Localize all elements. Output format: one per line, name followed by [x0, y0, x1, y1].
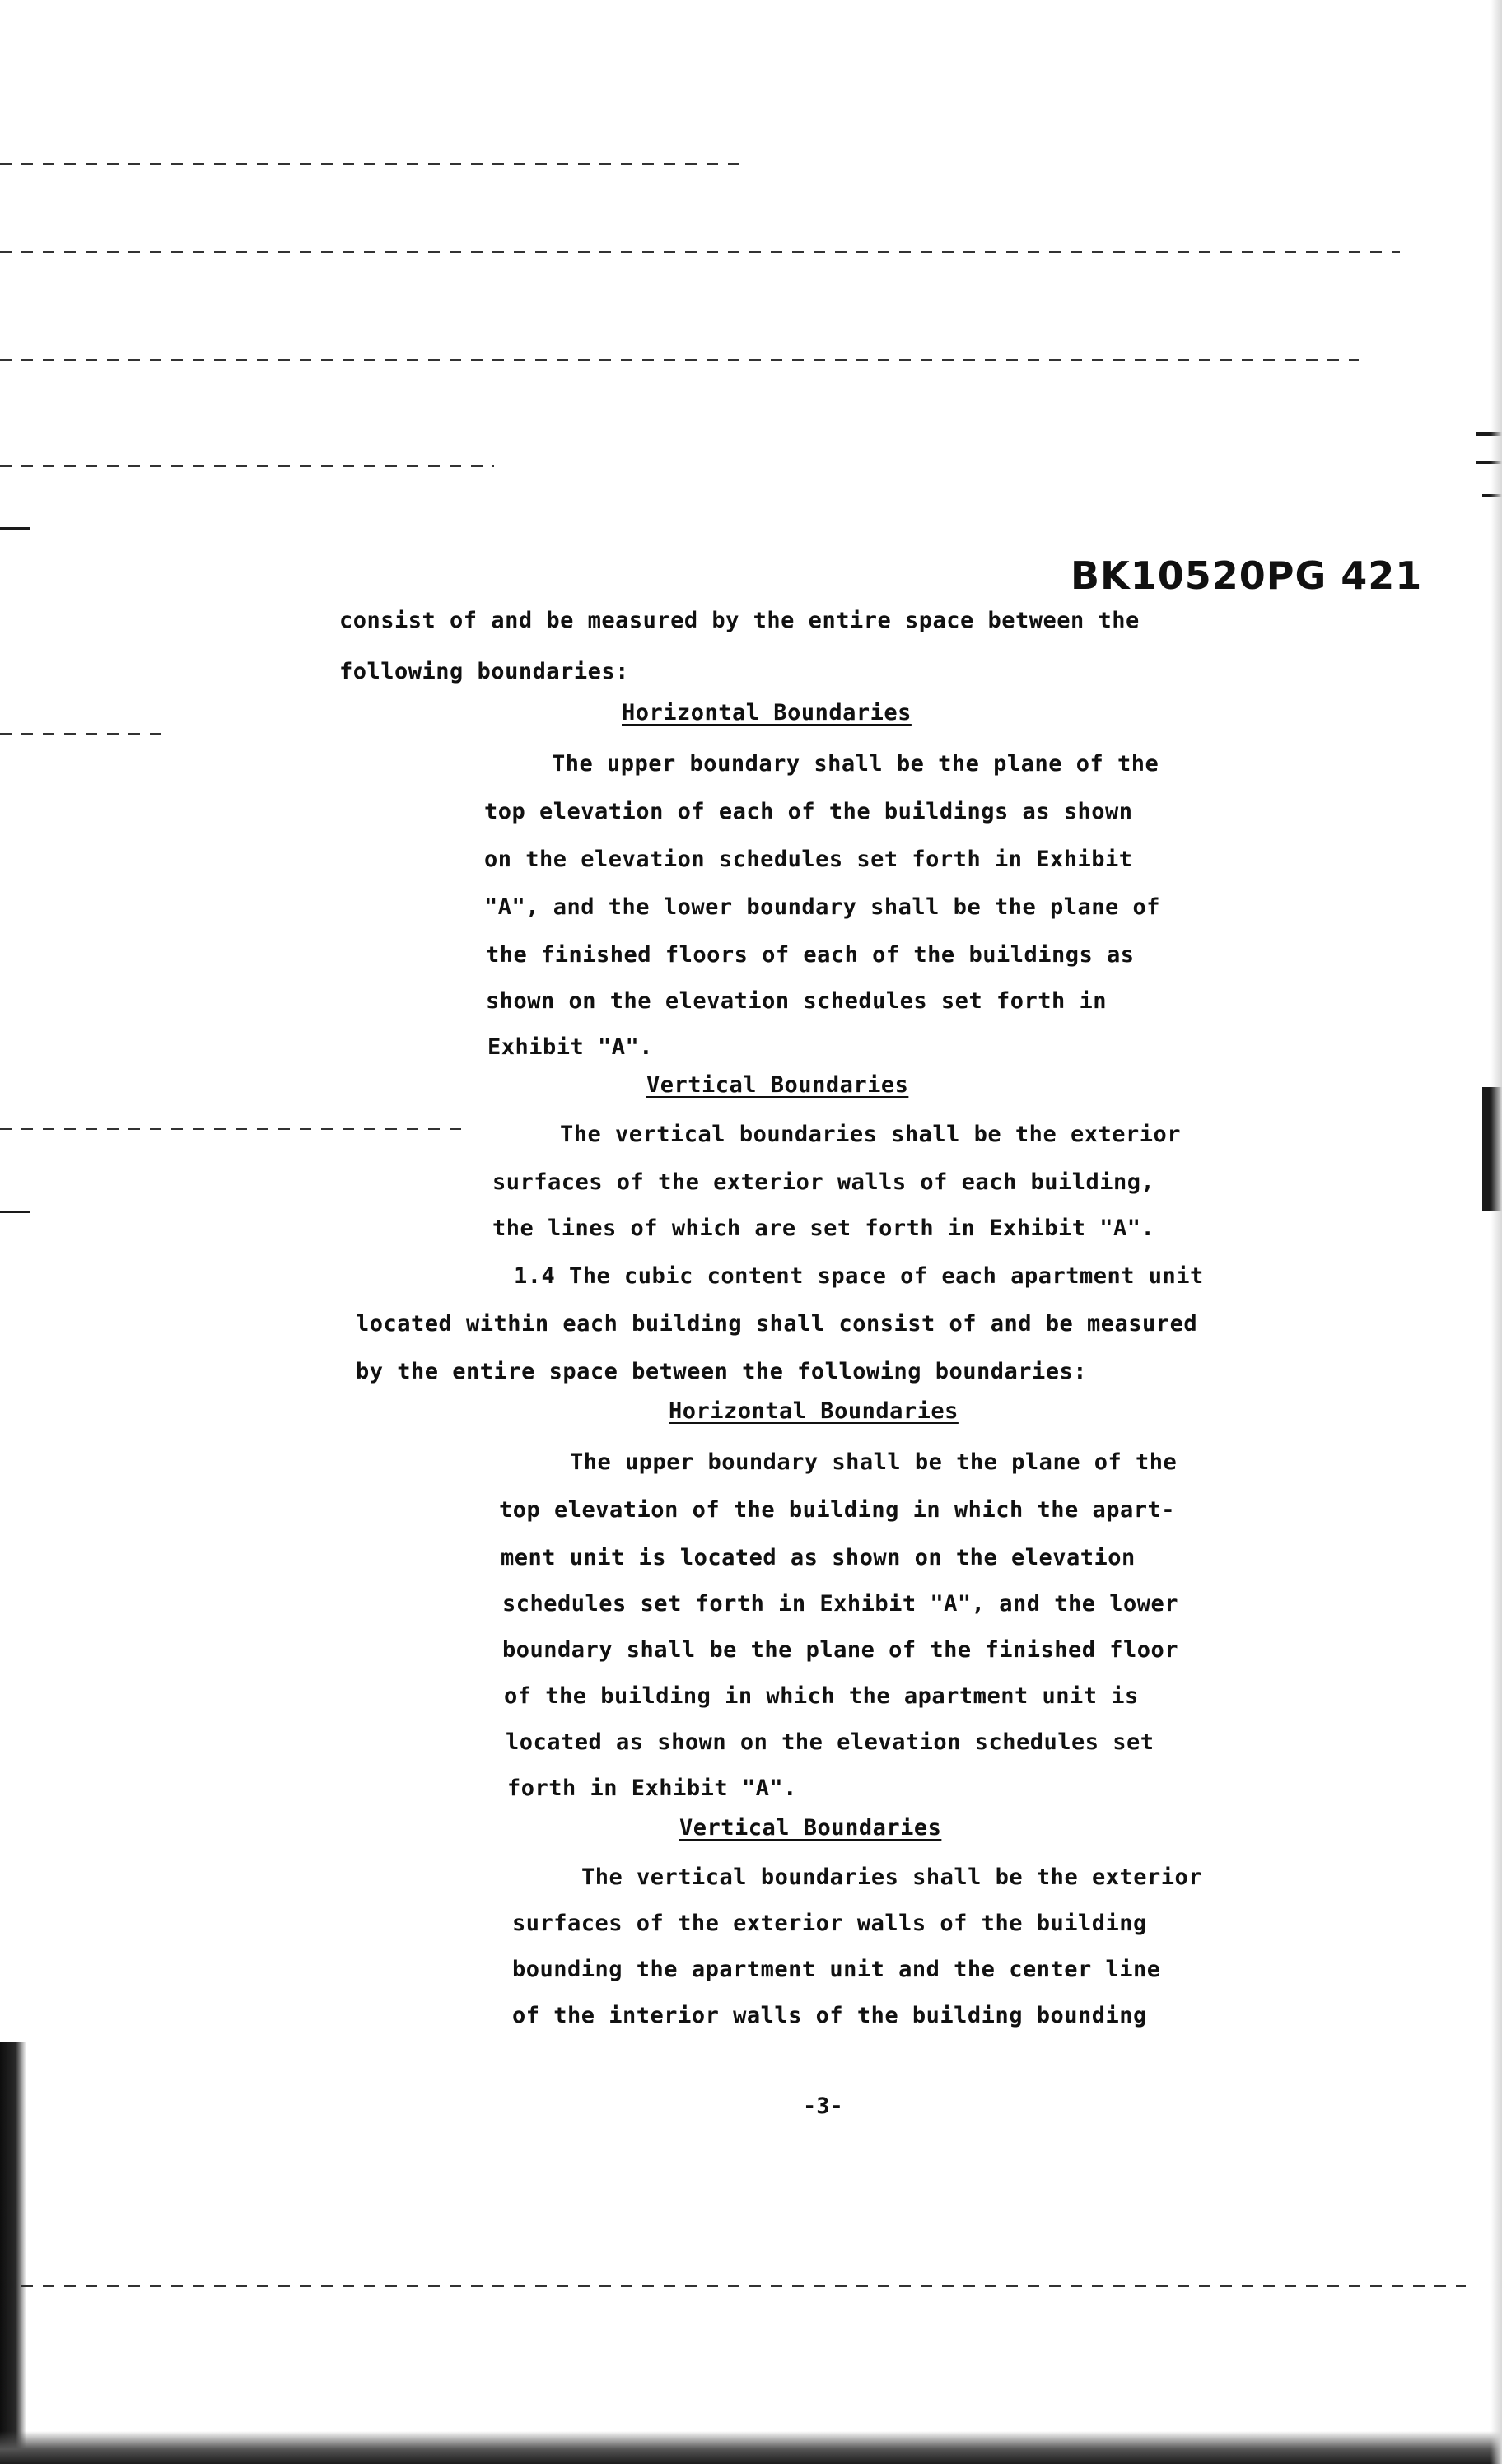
text-line: The vertical boundaries shall be the exterior: [581, 1864, 1202, 1890]
text-line: bounding the apartment unit and the center line: [512, 1957, 1161, 1982]
text-line: Exhibit "A".: [487, 1034, 654, 1060]
book-page-stamp: BK10520PG 421: [1071, 553, 1423, 598]
section-heading-horizontal: Horizontal Boundaries: [669, 1398, 959, 1424]
text-line: of the interior walls of the building bounding: [512, 2003, 1147, 2028]
section-heading-vertical: Vertical Boundaries: [646, 1072, 909, 1098]
text-line: top elevation of the building in which the apart-: [499, 1497, 1176, 1523]
scan-noise-line: [0, 163, 741, 165]
scan-noise-line: [0, 733, 165, 735]
text-line: The upper boundary shall be the plane of the: [570, 1449, 1178, 1475]
text-line: by the entire space between the following boundaries:: [356, 1359, 1088, 1384]
section-heading-horizontal: Horizontal Boundaries: [622, 700, 912, 726]
text-line: of the building in which the apartment unit is: [504, 1683, 1139, 1709]
text-line: located within each building shall consist of and be measured: [356, 1311, 1198, 1337]
text-line: boundary shall be the plane of the finished floor: [502, 1637, 1179, 1663]
text-line: ment unit is located as shown on the elevation: [501, 1545, 1136, 1570]
page-number: -3-: [803, 2093, 843, 2119]
text-line: forth in Exhibit "A".: [507, 1776, 797, 1801]
scan-mark-left: [0, 527, 30, 530]
text-line: on the elevation schedules set forth in Exhibit: [484, 847, 1133, 872]
text-line: the finished floors of each of the buildings as: [486, 942, 1135, 968]
text-line: following boundaries:: [339, 659, 629, 684]
scan-noise-line: [0, 1128, 461, 1130]
text-line: top elevation of each of the buildings as shown: [484, 799, 1133, 824]
text-line: The vertical boundaries shall be the exterior: [560, 1122, 1181, 1147]
text-line: schedules set forth in Exhibit "A", and the lower: [502, 1591, 1179, 1617]
text-line: the lines of which are set forth in Exhibit "A".: [492, 1216, 1155, 1241]
text-line: surfaces of the exterior walls of each building,: [492, 1169, 1155, 1195]
text-line: 1.4 The cubic content space of each apartment unit: [514, 1263, 1204, 1289]
text-line: consist of and be measured by the entire space between the: [339, 608, 1140, 633]
scan-noise-line: [0, 2285, 1466, 2287]
scan-edge-shadow-right: [1490, 0, 1502, 2464]
scan-noise-line: [0, 359, 1359, 361]
section-heading-vertical: Vertical Boundaries: [679, 1815, 942, 1841]
text-line: "A", and the lower boundary shall be the plane of: [484, 894, 1161, 920]
text-line: surfaces of the exterior walls of the building: [512, 1911, 1147, 1936]
scan-mark-left: [0, 1211, 30, 1213]
scan-edge-shadow-bottom: [0, 2431, 1502, 2464]
scan-noise-line: [0, 251, 1400, 253]
text-line: shown on the elevation schedules set forth in: [486, 988, 1107, 1014]
scan-noise-line: [0, 465, 494, 467]
scan-edge-shadow-left: [0, 2042, 26, 2464]
text-line: located as shown on the elevation schedules set: [506, 1729, 1154, 1755]
text-line: The upper boundary shall be the plane of the: [552, 751, 1159, 777]
